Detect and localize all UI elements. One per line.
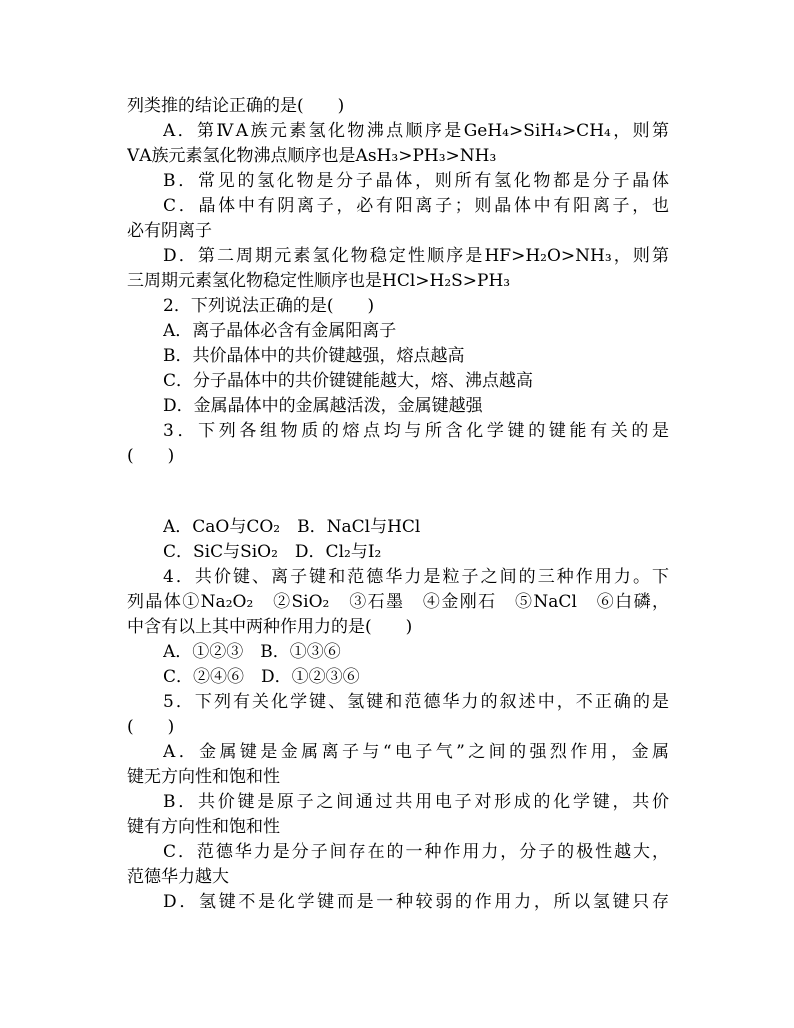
question-2-stem: 2．下列说法正确的是( ) — [163, 296, 375, 316]
question-5-option-a: A．金属键是金属离子与“电子气”之间的强烈作用，金属 — [163, 742, 669, 762]
text-line: 键有方向性和饱和性 — [127, 817, 280, 837]
question-2-option-d: D．金属晶体中的金属越活泼，金属键越强 — [163, 396, 483, 416]
question-5-option-b: B．共价键是原子之间通过共用电子对形成的化学键，共价 — [163, 792, 669, 812]
text-line: B．常见的氢化物是分子晶体，则所有氢化物都是分子晶体 — [163, 171, 669, 191]
text-line: 必有阴离子 — [127, 221, 212, 241]
text-line: D．第二周期元素氢化物稳定性顺序是HF>H₂O>NH₃，则第 — [163, 246, 669, 266]
question-2-option-a: A．离子晶体必含有金属阳离子 — [163, 321, 397, 341]
question-4-stem: 4．共价键、离子键和范德华力是粒子之间的三种作用力。下 — [163, 567, 669, 587]
text-line: ( ) — [127, 717, 175, 737]
question-5-option-c: C．范德华力是分子间存在的一种作用力，分子的极性越大， — [163, 842, 669, 862]
text-line: 中含有以上其中两种作用力的是( ) — [127, 617, 413, 637]
question-3-options-cd: C．SiC与SiO₂ D．Cl₂与I₂ — [163, 542, 382, 562]
text-line: 键无方向性和饱和性 — [127, 767, 280, 787]
question-2-option-c: C．分子晶体中的共价键键能越大，熔、沸点越高 — [163, 371, 534, 391]
question-2-option-b: B．共价晶体中的共价键越强，熔点越高 — [163, 346, 465, 366]
question-4-options-cd: C．②④⑥ D．①②③⑥ — [163, 667, 360, 687]
text-line: 范德华力越大 — [127, 867, 229, 887]
text-line: A．第ⅣA族元素氢化物沸点顺序是GeH₄>SiH₄>CH₄，则第 — [163, 121, 669, 141]
question-5-stem: 5．下列有关化学键、氢键和范德华力的叙述中，不正确的是 — [163, 692, 669, 712]
question-4-options-ab: A．①②③ B．①③⑥ — [163, 642, 341, 662]
question-5-option-d: D．氢键不是化学键而是一种较弱的作用力，所以氢键只存 — [163, 892, 669, 912]
text-line: ⅤA族元素氢化物沸点顺序也是AsH₃>PH₃>NH₃ — [127, 146, 497, 166]
text-line: 列类推的结论正确的是( ) — [127, 96, 345, 116]
text-line: 列晶体①Na₂O₂ ②SiO₂ ③石墨 ④金刚石 ⑤NaCl ⑥白磷， — [127, 592, 669, 612]
text-line: C．晶体中有阴离子，必有阳离子；则晶体中有阳离子，也 — [163, 196, 669, 216]
question-3-options-ab: A．CaO与CO₂ B．NaCl与HCl — [163, 517, 421, 537]
question-3-stem: 3．下列各组物质的熔点均与所含化学键的键能有关的是 — [163, 421, 669, 441]
text-line: 三周期元素氢化物稳定性顺序也是HCl>H₂S>PH₃ — [127, 271, 511, 291]
text-line: ( ) — [127, 446, 175, 466]
